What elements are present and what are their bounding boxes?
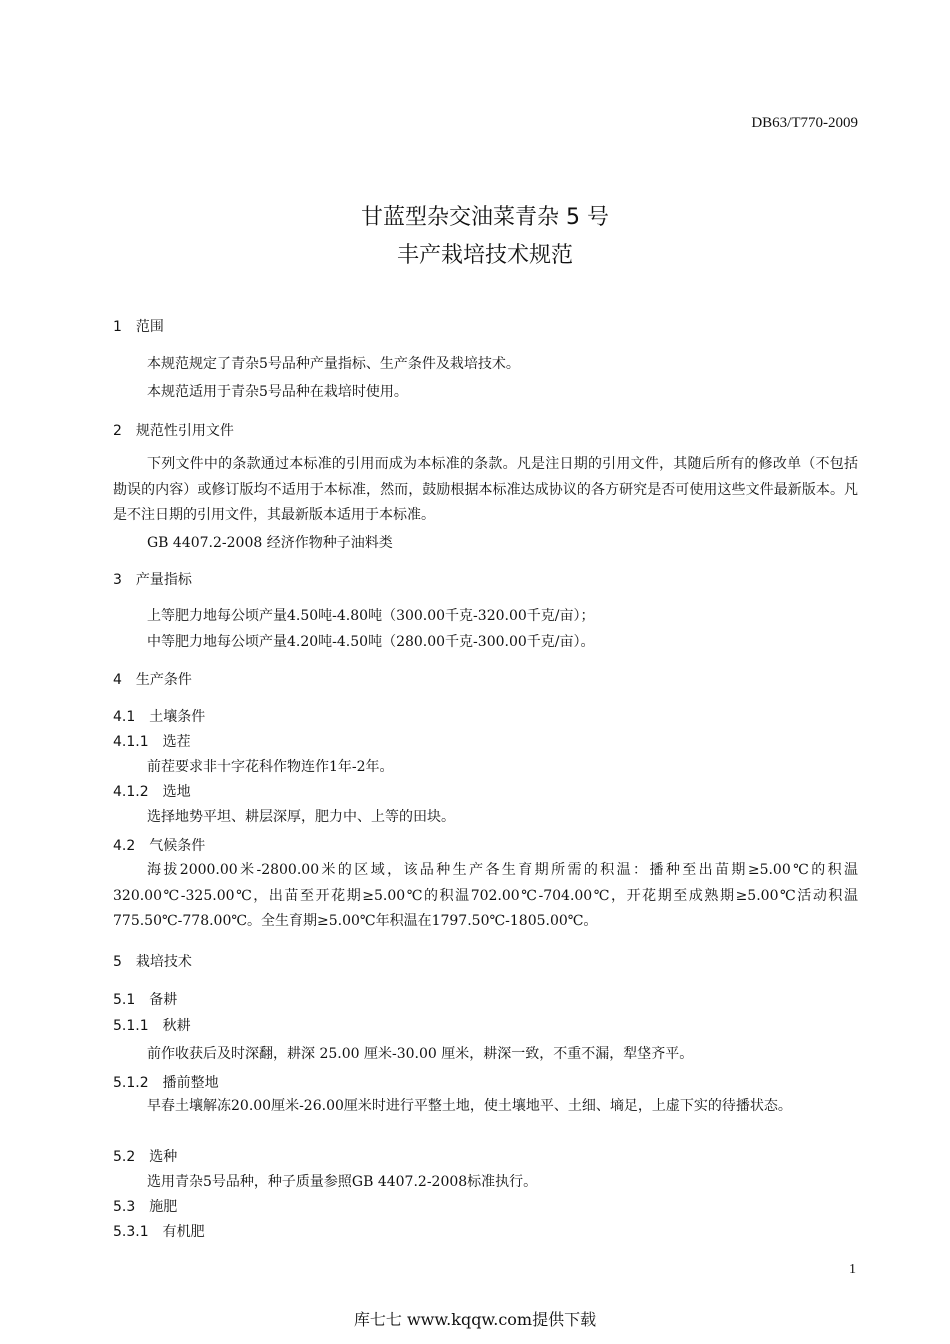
standard-code: DB63/T770-2009	[751, 115, 858, 131]
paragraph-scope-1: 本规范规定了青杂5号品种产量指标、生产条件及栽培技术。	[147, 356, 520, 372]
paragraph-scope-2: 本规范适用于青杂5号品种在栽培时使用。	[147, 384, 408, 400]
subsection-heading-seed-selection: 5.2 选种	[113, 1149, 178, 1165]
section-heading-yield-targets: 3 产量指标	[113, 572, 192, 588]
download-source-footer: 库七七 www.kqqw.com提供下载	[353, 1310, 597, 1329]
paragraph-climate: 海拔2000.00米-2800.00米的区域，该品种生产各生育期所需的积温：播种至出苗期≥5.00℃的积温320.00℃-325.00℃，出苗至开花期≥5.00℃的积温702.00℃-704.00℃，开花期至成熟期≥5.00℃活动积温775.50℃-778.00℃。全生育期≥5.00℃年积温在1797.50℃-1805.00℃。	[113, 862, 858, 929]
paragraph-normative-references: 下列文件中的条款通过本标准的引用而成为本标准的条款。凡是注日期的引用文件，其随后所有的修改单（不包括勘误的内容）或修订版均不适用于本标准，然而，鼓励根据本标准达成协议的各方研究是否可使用这些文件最新版本。凡是不注日期的引用文件，其最新版本适用于本标准。	[113, 456, 858, 523]
reference-document: GB 4407.2-2008 经济作物种子油料类	[147, 535, 393, 551]
paragraph-yield-upper: 上等肥力地每公顷产量4.50吨-4.80吨（300.00千克-320.00千克/亩）；	[147, 608, 595, 624]
paragraph-land-preparation: 早春土壤解冻20.00厘米-26.00厘米时进行平整土地，使土壤地平、土细、墒足，上虚下实的待播状态。	[147, 1098, 792, 1114]
subsection-heading-land-preparation: 5.1.2 播前整地	[113, 1075, 219, 1091]
subsection-heading-soil: 4.1 土壤条件	[113, 709, 206, 725]
section-heading-production-conditions: 4 生产条件	[113, 672, 192, 688]
subsection-heading-climate: 4.2 气候条件	[113, 838, 206, 854]
paragraph-seed-selection: 选用青杂5号品种，种子质量参照GB 4407.2-2008标准执行。	[147, 1174, 538, 1190]
document-title-line1: 甘蓝型杂交油菜青杂 5 号	[361, 205, 609, 230]
subsection-heading-preparation: 5.1 备耕	[113, 992, 178, 1008]
paragraph-yield-medium: 中等肥力地每公顷产量4.20吨-4.50吨（280.00千克-300.00千克/亩）。	[147, 634, 595, 650]
page-number: 1	[849, 1262, 856, 1277]
subsection-heading-organic-fertilizer: 5.3.1 有机肥	[113, 1224, 205, 1240]
section-heading-normative-references: 2 规范性引用文件	[113, 423, 234, 439]
paragraph-field-selection: 选择地势平坦、耕层深厚，肥力中、上等的田块。	[147, 809, 455, 825]
subsection-heading-autumn-plowing: 5.1.1 秋耕	[113, 1018, 191, 1034]
section-heading-scope: 1 范围	[113, 319, 164, 335]
paragraph-crop-rotation: 前茬要求非十字花科作物连作1年-2年。	[147, 759, 394, 775]
subsection-heading-crop-rotation: 4.1.1 选茬	[113, 734, 191, 750]
subsection-heading-fertilization: 5.3 施肥	[113, 1199, 178, 1215]
section-heading-cultivation: 5 栽培技术	[113, 954, 192, 970]
document-title-line2: 丰产栽培技术规范	[396, 243, 573, 268]
paragraph-autumn-plowing: 前作收获后及时深翻，耕深 25.00 厘米-30.00 厘米，耕深一致，不重不漏，犁垡齐平。	[147, 1046, 694, 1062]
subsection-heading-field-selection: 4.1.2 选地	[113, 784, 191, 800]
